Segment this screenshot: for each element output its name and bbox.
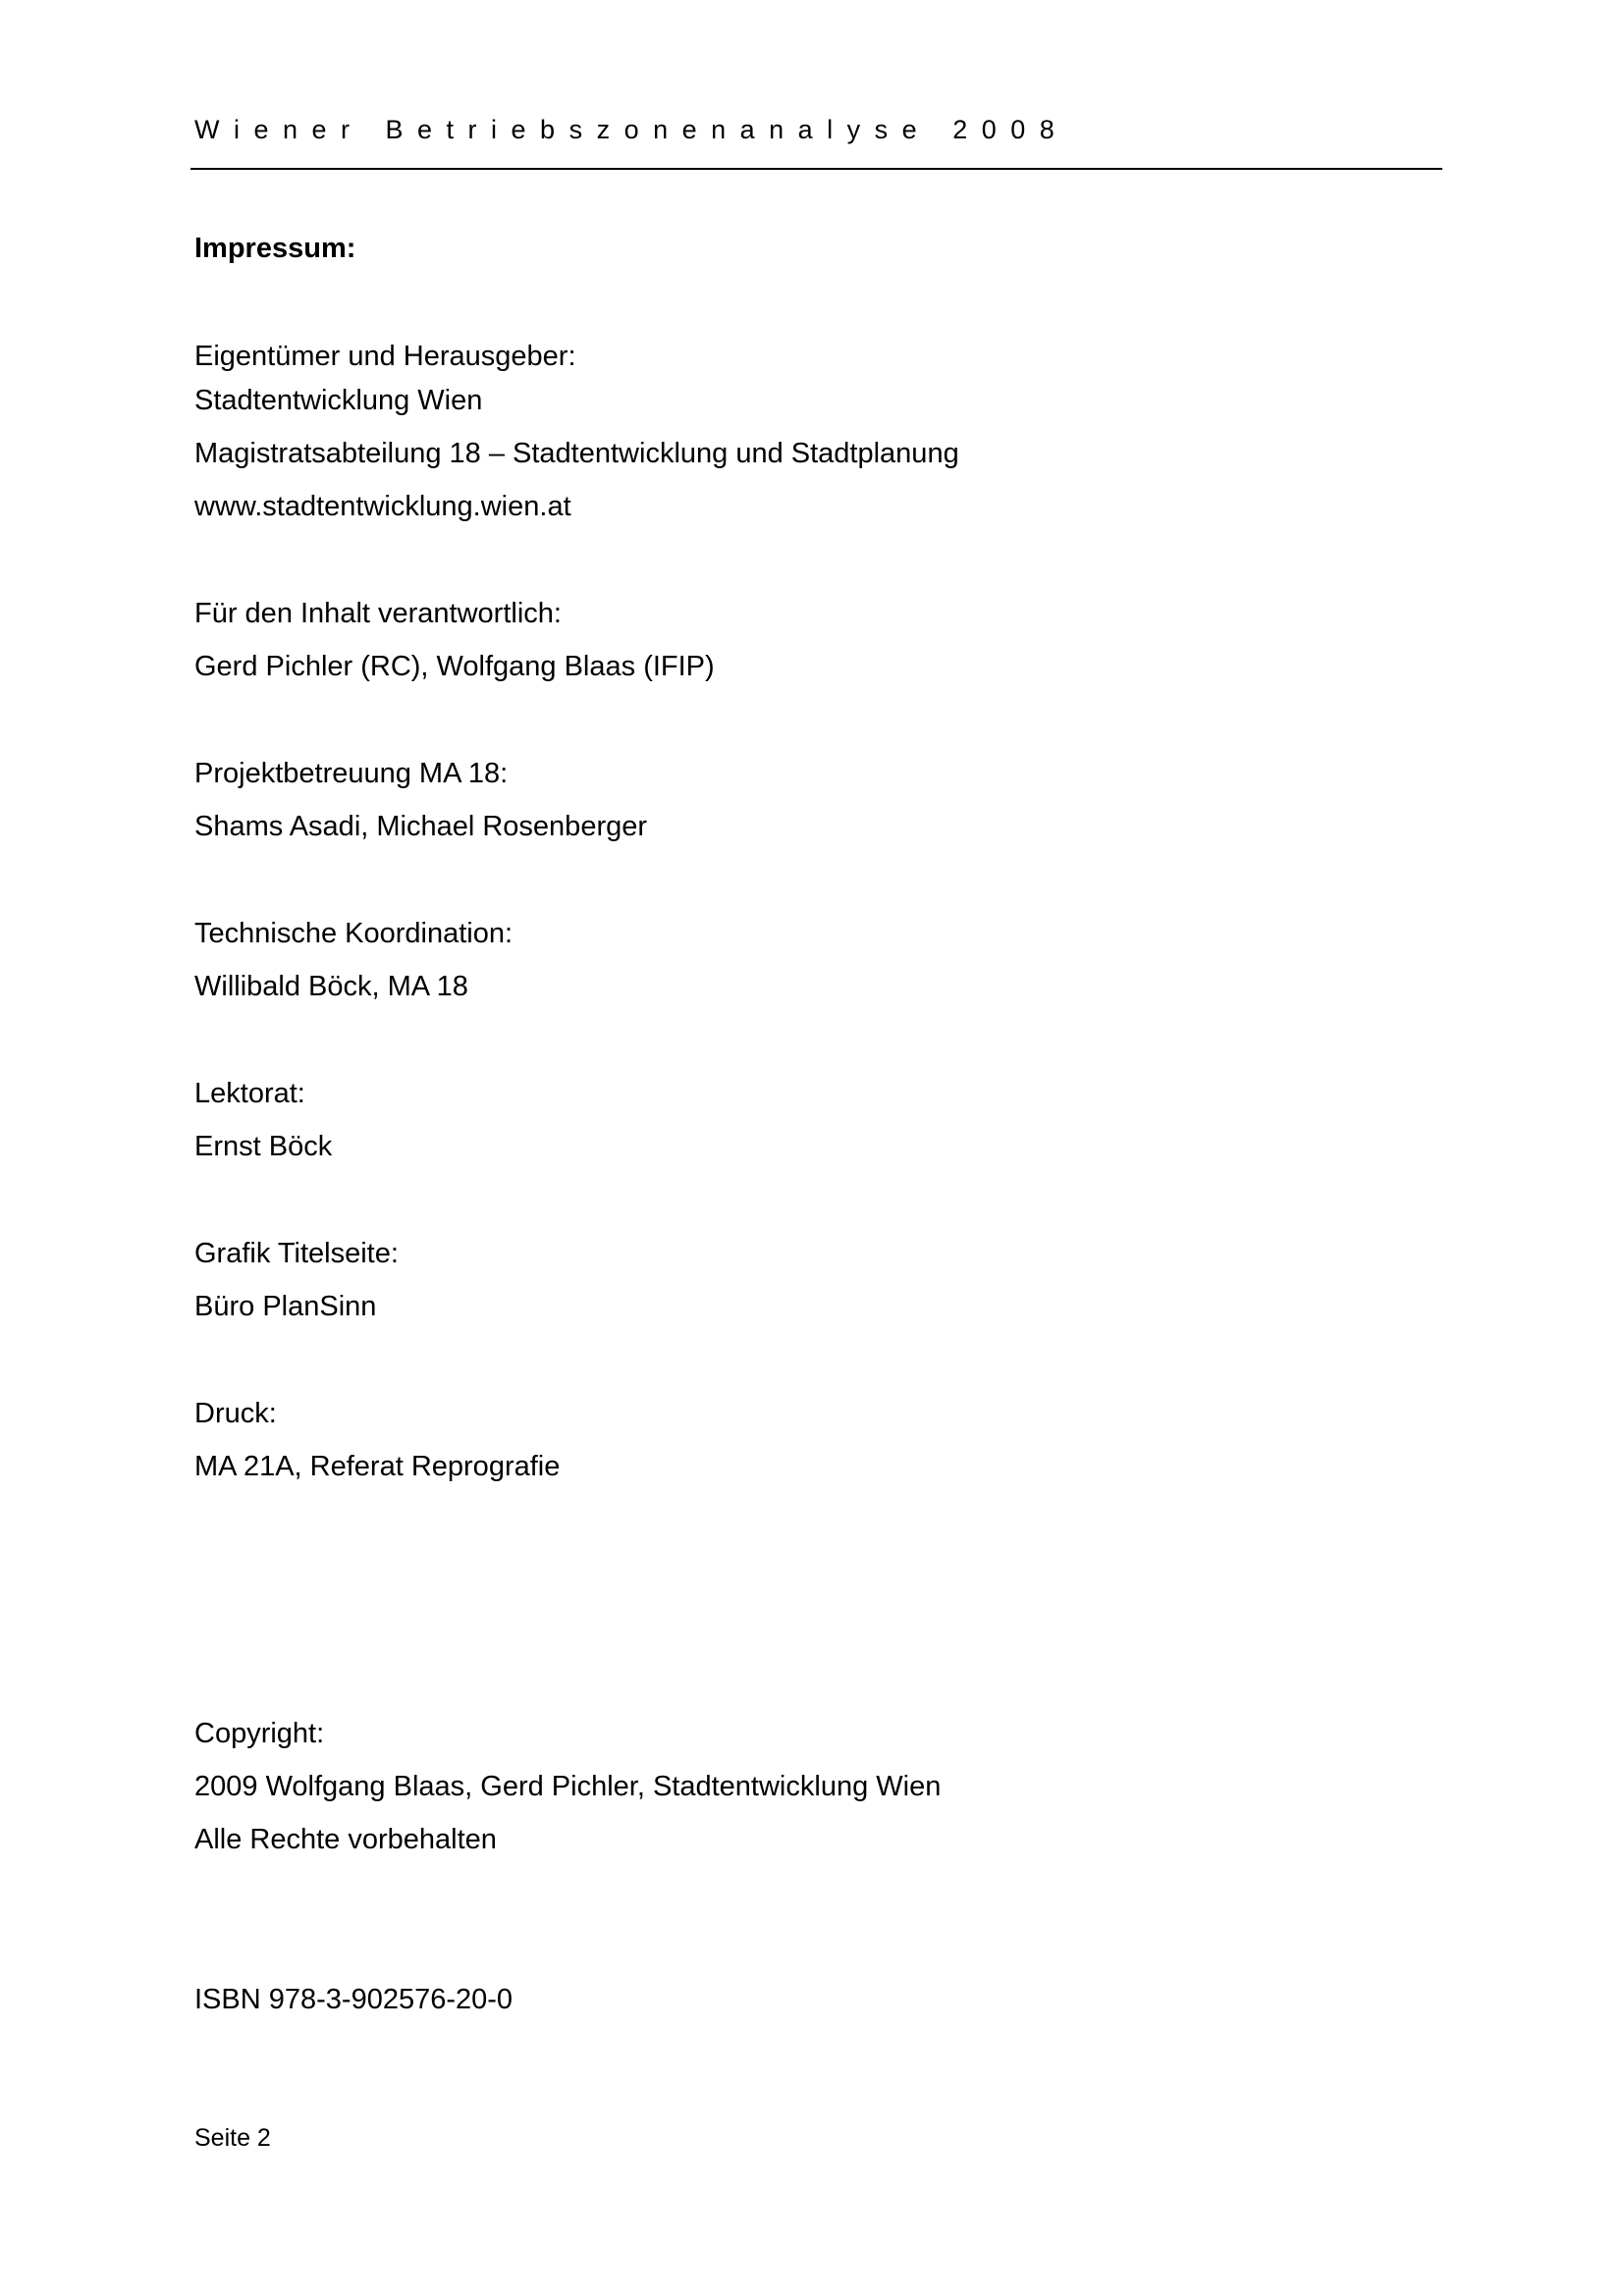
running-header-title: Wiener Betriebszonenanalyse 2008 xyxy=(194,115,1069,144)
copyright-line: Alle Rechte vorbehalten xyxy=(194,1824,497,1855)
impressum-title: Impressum: xyxy=(194,233,356,264)
isbn: ISBN 978-3-902576-20-0 xyxy=(194,1984,514,2015)
cover-graphic-label: Grafik Titelseite: xyxy=(194,1238,399,1269)
project-support-label: Projektbetreuung MA 18: xyxy=(194,758,509,789)
print-value: MA 21A, Referat Reprografie xyxy=(194,1451,561,1482)
owner-line: Stadtentwicklung Wien xyxy=(194,385,483,416)
editing-label: Lektorat: xyxy=(194,1078,305,1109)
copyright-line: 2009 Wolfgang Blaas, Gerd Pichler, Stadtentwicklung Wien xyxy=(194,1771,942,1802)
print-label: Druck: xyxy=(194,1398,277,1429)
technical-coordination-label: Technische Koordination: xyxy=(194,918,514,949)
copyright-label: Copyright: xyxy=(194,1718,325,1749)
technical-coordination-value: Willibald Böck, MA 18 xyxy=(194,971,468,1002)
page-number: Seite 2 xyxy=(194,2124,271,2152)
owner-website: www.stadtentwicklung.wien.at xyxy=(194,491,571,522)
responsible-value: Gerd Pichler (RC), Wolfgang Blaas (IFIP) xyxy=(194,651,715,682)
cover-graphic-value: Büro PlanSinn xyxy=(194,1291,377,1322)
responsible-label: Für den Inhalt verantwortlich: xyxy=(194,598,562,629)
owner-label: Eigentümer und Herausgeber: xyxy=(194,341,576,372)
project-support-value: Shams Asadi, Michael Rosenberger xyxy=(194,811,648,842)
editing-value: Ernst Böck xyxy=(194,1131,333,1162)
header-divider xyxy=(190,168,1442,170)
owner-line: Magistratsabteilung 18 – Stadtentwicklung und Stadtplanung xyxy=(194,438,959,469)
